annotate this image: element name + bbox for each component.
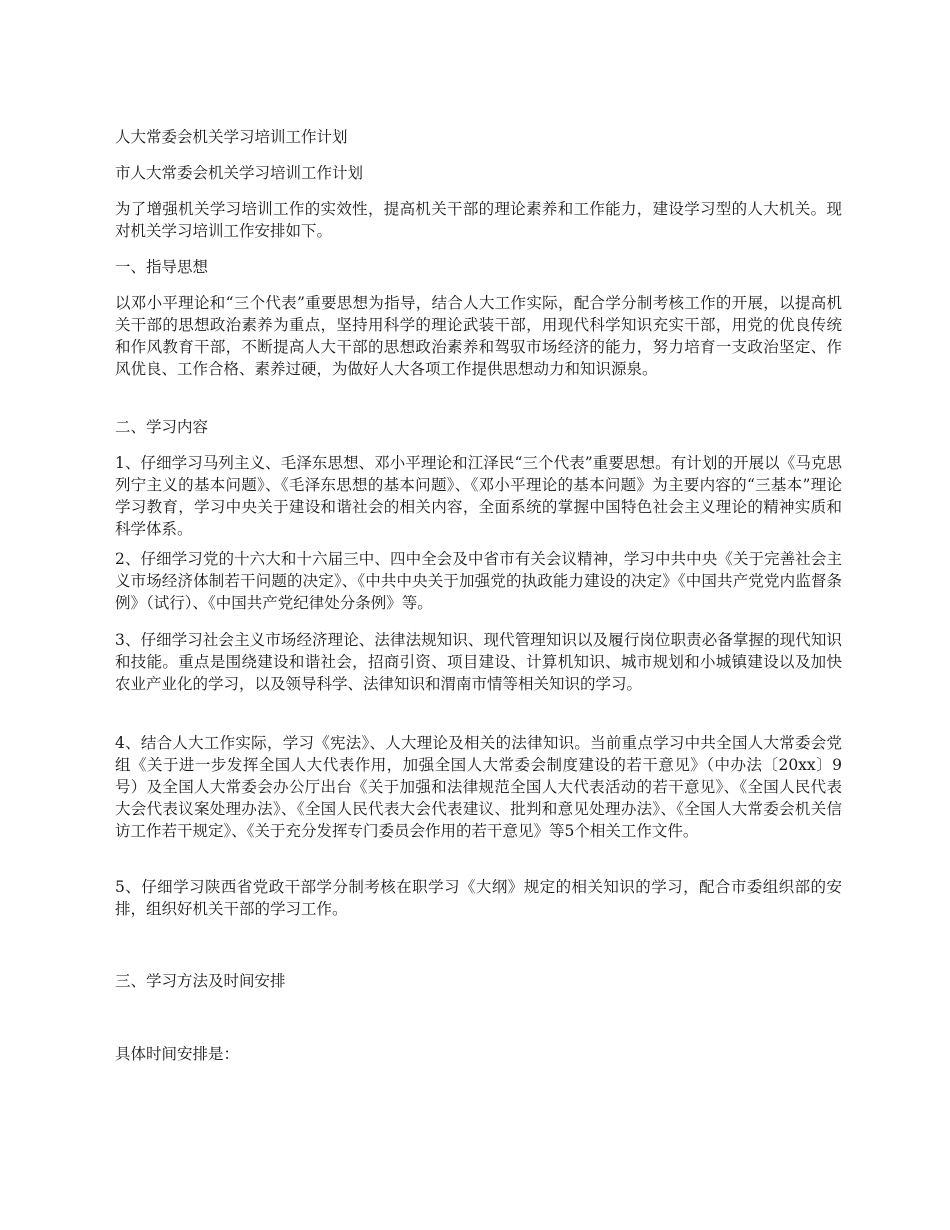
study-item-2: 2、仔细学习党的十六大和十六届三中、四中全会及中省市有关会议精神，学习中共中央《关于完善社会主义市场经济体制若干问题的决定》、《中共中央关于加强党的执政能力建设的决定》《中国共产党党内监督条例》（试行）、《中国共产党纪律处分条例》等。: [115, 550, 842, 612]
document-subtitle: 市人大常委会机关学习培训工作计划: [115, 164, 364, 182]
study-item-5: 5、仔细学习陕西省党政干部学分制考核在职学习《大纲》规定的相关知识的学习，配合市委组织部的安排，组织好机关干部的学习工作。: [115, 878, 842, 918]
intro-paragraph: 为了增强机关学习培训工作的实效性，提高机关干部的理论素养和工作能力，建设学习型的人大机关。现对机关学习培训工作安排如下。: [115, 200, 842, 240]
section-heading-guiding-thought: 一、指导思想: [115, 258, 209, 276]
study-item-3: 3、仔细学习社会主义市场经济理论、法律法规知识、现代管理知识以及履行岗位职责必备掌握的现代知识和技能。重点是围绕建设和谐社会，招商引资、项目建设、计算机知识、城市规划和小城镇建设以及加快农业产业化的学习，以及领导科学、法律知识和渭南市情等相关知识的学习。: [115, 631, 842, 693]
study-item-1: 1、仔细学习马列主义、毛泽东思想、邓小平理论和江泽民“三个代表”重要思想。有计划的开展以《马克思列宁主义的基本问题》、《毛泽东思想的基本问题》、《邓小平理论的基本问题》为主要内容的“三基本”理论学习教育，学习中央关于建设和谐社会的相关内容，全面系统的掌握中国特色社会主义理论的精神实质和科学体系。: [115, 454, 842, 538]
document-title: 人大常委会机关学习培训工作计划: [115, 128, 348, 146]
section-heading-study-content: 二、学习内容: [115, 418, 209, 436]
schedule-label: 具体时间安排是：: [115, 1045, 240, 1063]
study-item-4: 4、结合人大工作实际，学习《宪法》、人大理论及相关的法律知识。当前重点学习中共全国人大常委会党组《关于进一步发挥全国人大代表作用，加强全国人大常委会制度建设的若干意见》（中办法〔20xx〕9号）及全国人大常委会办公厅出台《关于加强和法律规范全国人大代表活动的若干意见》、《全国人民代表大会代表议案处理办法》、《全国人民代表大会代表建议、批判和意见处理办法》、《全国人大常委会机关信访工作若干规定》、《关于充分发挥专门委员会作用的若干意见》等5个相关工作文件。: [115, 734, 842, 840]
guiding-thought-paragraph: 以邓小平理论和“三个代表”重要思想为指导，结合人大工作实际，配合学分制考核工作的开展，以提高机关干部的思想政治素养为重点，坚持用科学的理论武装干部，用现代科学知识充实干部，用党的优良传统和作风教育干部，不断提高人大干部的思想政治素养和驾驭市场经济的能力，努力培育一支政治坚定、作风优良、工作合格、素养过硬，为做好人大各项工作提供思想动力和知识源泉。: [115, 294, 842, 378]
section-heading-method-schedule: 三、学习方法及时间安排: [115, 972, 286, 990]
